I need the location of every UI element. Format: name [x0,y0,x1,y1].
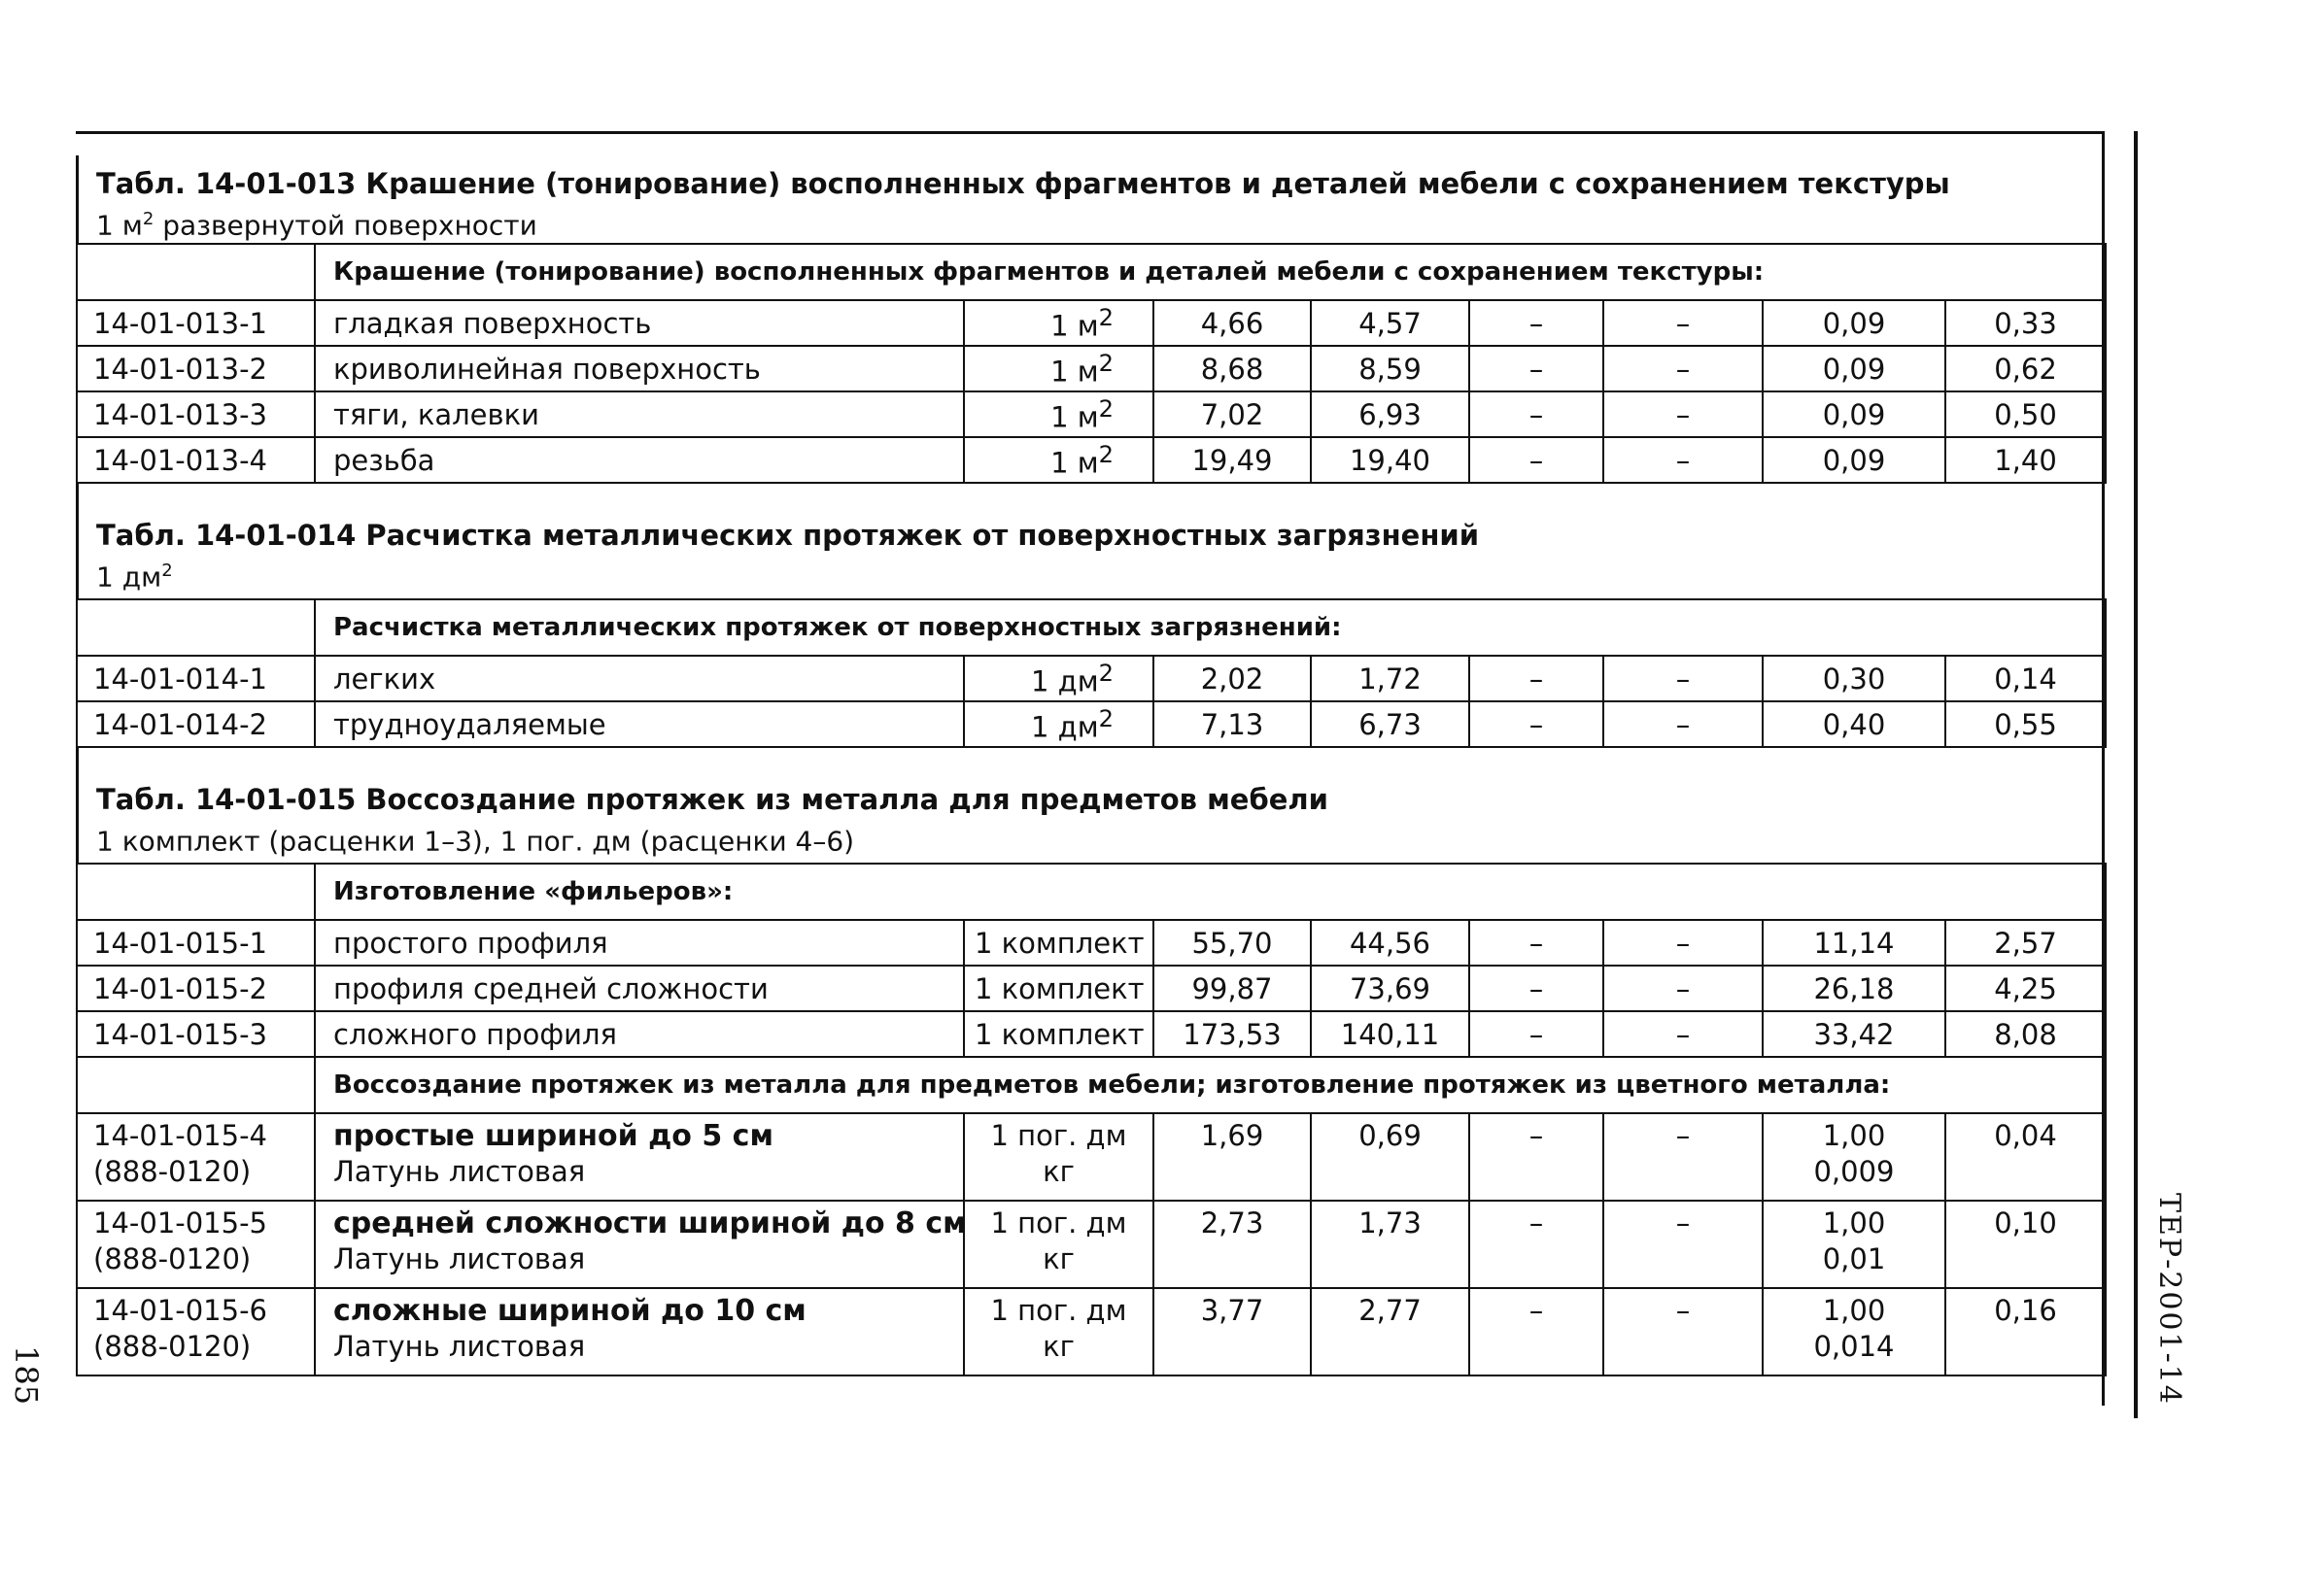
table-row [77,346,2106,391]
value-cell: 4,57 [1311,300,1469,346]
unit-material: кг [1043,1330,1075,1363]
norms-sheet [76,155,2105,1376]
unit-text: 1 дм [1031,710,1099,744]
measure-unit [964,1288,1153,1375]
value-cell: 19,40 [1311,437,1469,483]
value-cell: – [1603,1288,1763,1375]
value-cell: 6,73 [1311,701,1469,747]
unit-sup: 2 [1098,659,1114,687]
table-14-01-014 [76,598,2107,748]
rate-code-main: 14-01-015-5 [93,1206,267,1239]
rate-code [77,1201,315,1288]
value-cell: 173,53 [1153,1011,1311,1057]
empty-cell [77,864,315,920]
value-cell: 0,14 [1945,656,2106,701]
table-row [77,1288,2106,1375]
page-number: 185 [8,1345,45,1406]
table-row [77,1113,2106,1201]
value-material: 0,014 [1813,1330,1895,1363]
section-unit [96,202,2088,243]
value-cell: – [1603,391,1763,437]
value-main: 1,00 [1822,1206,1886,1239]
section-unit [96,554,2088,594]
rate-code [77,1288,315,1375]
work-name-main: средней сложности шириной до 8 см [333,1206,967,1240]
value-cell: 4,66 [1153,300,1311,346]
value-cell: 8,59 [1311,346,1469,391]
value-cell: 0,55 [1945,701,2106,747]
value-cell: 26,18 [1763,966,1945,1011]
work-name-main: сложные шириной до 10 см [333,1294,807,1328]
rate-code: 14-01-014-2 [77,701,315,747]
value-cell: 2,02 [1153,656,1311,701]
rate-code: 14-01-013-3 [77,391,315,437]
rate-code: 14-01-015-2 [77,966,315,1011]
work-name [315,1288,964,1375]
material-name: Латунь листовая [333,1155,586,1188]
unit-prefix: 1 дм [96,560,162,594]
measure-unit [964,1113,1153,1201]
section-14-01-013 [76,155,2105,243]
value-cell: 2,73 [1153,1201,1311,1288]
value-material: 0,009 [1813,1155,1895,1188]
value-cell: – [1469,391,1603,437]
measure-unit: 1 комплект [964,920,1153,966]
unit-text: 1 м [1050,309,1099,343]
value-cell: 0,40 [1763,701,1945,747]
value-cell: 0,33 [1945,300,2106,346]
unit-text: 1 м [1050,400,1099,434]
subheader-row [77,1057,2106,1113]
subheader-row [77,864,2106,920]
rate-code: 14-01-013-1 [77,300,315,346]
value-cell: 3,77 [1153,1288,1311,1375]
section-header [79,155,2102,243]
unit-text: 1 м [1050,355,1099,389]
work-name: тяги, калевки [315,391,964,437]
work-name: сложного профиля [315,1011,964,1057]
value-cell: – [1603,701,1763,747]
value-cell: – [1469,701,1603,747]
unit-sup: 2 [161,560,173,581]
value-cell: – [1603,1113,1763,1201]
value-cell: 73,69 [1311,966,1469,1011]
table-row [77,966,2106,1011]
value-cell: 7,13 [1153,701,1311,747]
section-title: Табл. 14-01-014 Расчистка металлических протяжек от поверхностных загрязнений [96,519,1480,552]
value-cell: 2,57 [1945,920,2106,966]
unit-text: 1 м [1050,446,1099,480]
work-name: трудноудаляемые [315,701,964,747]
rate-code: 14-01-013-2 [77,346,315,391]
value-cell: 33,42 [1763,1011,1945,1057]
rate-code [77,1113,315,1201]
subheader-row [77,244,2106,300]
value-cell: 0,09 [1763,391,1945,437]
value-cell: 8,68 [1153,346,1311,391]
unit-text: 1 дм [1031,664,1099,698]
empty-cell [77,599,315,656]
value-cell: 0,09 [1763,437,1945,483]
unit-main: 1 пог. дм [990,1294,1127,1327]
unit-sup: 2 [1098,440,1114,468]
unit-suffix: развернутой поверхности [154,209,537,242]
value-cell: 4,25 [1945,966,2106,1011]
work-name [315,1113,964,1201]
measure-unit [964,346,1153,391]
table-14-01-015 [76,863,2107,1376]
rate-code: 14-01-014-1 [77,656,315,701]
value-cell: 0,10 [1945,1201,2106,1288]
value-cell: – [1469,1011,1603,1057]
subheader-text: Воссоздание протяжек из металла для предметов мебели; изготовление протяжек из цветного металла: [315,1057,2106,1113]
value-cell: 44,56 [1311,920,1469,966]
subheader-row [77,599,2106,656]
value-cell: – [1469,656,1603,701]
resource-code: (888-0120) [93,1330,252,1363]
value-cell: 11,14 [1763,920,1945,966]
value-cell: – [1603,1201,1763,1288]
section-title: Табл. 14-01-013 Крашение (тонирование) восполненных фрагментов и деталей мебели с сохранением текстуры [96,167,1950,200]
value-cell: 99,87 [1153,966,1311,1011]
section-header [79,484,2102,598]
unit-sup: 2 [1098,394,1114,423]
work-name: резьба [315,437,964,483]
value-cell: 0,09 [1763,300,1945,346]
unit-main: 1 пог. дм [990,1206,1127,1239]
work-name-main: простые шириной до 5 см [333,1119,773,1153]
value-cell: 140,11 [1311,1011,1469,1057]
value-cell [1763,1288,1945,1375]
measure-unit [964,391,1153,437]
value-cell: – [1469,966,1603,1011]
document-code-label: ТЕР-2001-14 [2152,1193,2186,1406]
table-row [77,437,2106,483]
value-main: 1,00 [1822,1294,1886,1327]
value-cell: – [1469,1201,1603,1288]
value-cell: 0,16 [1945,1288,2106,1375]
section-header [79,748,2102,863]
work-name [315,1201,967,1288]
empty-cell [77,244,315,300]
unit-sup: 2 [142,209,154,229]
measure-unit: 1 комплект [964,1011,1153,1057]
value-cell: – [1469,920,1603,966]
value-cell: 1,72 [1311,656,1469,701]
work-name: криволинейная поверхность [315,346,964,391]
value-cell: 1,73 [1311,1201,1469,1288]
value-cell: 7,02 [1153,391,1311,437]
value-cell: – [1603,1011,1763,1057]
value-cell: 1,69 [1153,1113,1311,1201]
value-cell: 19,49 [1153,437,1311,483]
subheader-text: Расчистка металлических протяжек от поверхностных загрязнений: [315,599,2106,656]
value-main: 1,00 [1822,1119,1886,1152]
unit-main: 1 пог. дм [990,1119,1127,1152]
section-unit [96,818,2088,859]
table-row [77,300,2106,346]
measure-unit [964,300,1153,346]
side-rule [2134,131,2138,1418]
rate-code: 14-01-015-1 [77,920,315,966]
page-frame-top [76,131,2105,134]
rate-code: 14-01-015-3 [77,1011,315,1057]
value-cell: 0,04 [1945,1113,2106,1201]
value-cell: 0,69 [1311,1113,1469,1201]
material-name: Латунь листовая [333,1242,586,1275]
material-name: Латунь листовая [333,1330,586,1363]
value-cell: 0,62 [1945,346,2106,391]
table-row [77,1011,2106,1057]
unit-sup: 2 [1098,704,1114,732]
measure-unit [964,1201,1153,1288]
value-cell: – [1469,1288,1603,1375]
value-cell: – [1603,437,1763,483]
rate-code-main: 14-01-015-6 [93,1294,267,1327]
section-14-01-015 [76,748,2105,863]
value-cell: 8,08 [1945,1011,2106,1057]
table-row [77,1201,2106,1288]
value-cell: – [1603,300,1763,346]
subheader-text: Изготовление «фильеров»: [315,864,2106,920]
value-cell: 2,77 [1311,1288,1469,1375]
value-cell: 0,30 [1763,656,1945,701]
section-14-01-014 [76,484,2105,598]
unit-sup: 2 [1098,303,1114,331]
table-row [77,656,2106,701]
unit-material: кг [1043,1155,1075,1188]
measure-unit [964,437,1153,483]
measure-unit [964,701,1153,747]
value-cell: 0,50 [1945,391,2106,437]
measure-unit: 1 комплект [964,966,1153,1011]
value-cell: – [1603,656,1763,701]
value-cell: – [1603,346,1763,391]
rate-code-main: 14-01-015-4 [93,1119,267,1152]
unit-material: кг [1043,1242,1075,1275]
value-cell: – [1469,346,1603,391]
value-cell [1763,1201,1945,1288]
value-cell: – [1603,920,1763,966]
measure-unit [964,656,1153,701]
subheader-text: Крашение (тонирование) восполненных фрагментов и деталей мебели с сохранением текстуры: [315,244,2106,300]
value-cell: 0,09 [1763,346,1945,391]
work-name: легких [315,656,964,701]
table-row [77,920,2106,966]
value-cell: – [1469,300,1603,346]
unit-prefix: 1 м [96,209,143,242]
rate-code: 14-01-013-4 [77,437,315,483]
value-cell: 55,70 [1153,920,1311,966]
value-cell: 1,40 [1945,437,2106,483]
value-cell: 6,93 [1311,391,1469,437]
value-cell [1763,1113,1945,1201]
table-row [77,701,2106,747]
work-name: профиля средней сложности [315,966,964,1011]
resource-code: (888-0120) [93,1242,252,1275]
value-cell: – [1469,437,1603,483]
unit-prefix: 1 комплект (расценки 1–3), 1 пог. дм (расценки 4–6) [96,825,855,858]
resource-code: (888-0120) [93,1155,252,1188]
table-14-01-013 [76,243,2107,484]
unit-sup: 2 [1098,349,1114,377]
value-cell: – [1469,1113,1603,1201]
work-name: гладкая поверхность [315,300,964,346]
value-material: 0,01 [1822,1242,1886,1275]
table-row [77,391,2106,437]
value-cell: – [1603,966,1763,1011]
empty-cell [77,1057,315,1113]
section-title: Табл. 14-01-015 Воссоздание протяжек из металла для предметов мебели [96,783,1328,816]
work-name: простого профиля [315,920,964,966]
